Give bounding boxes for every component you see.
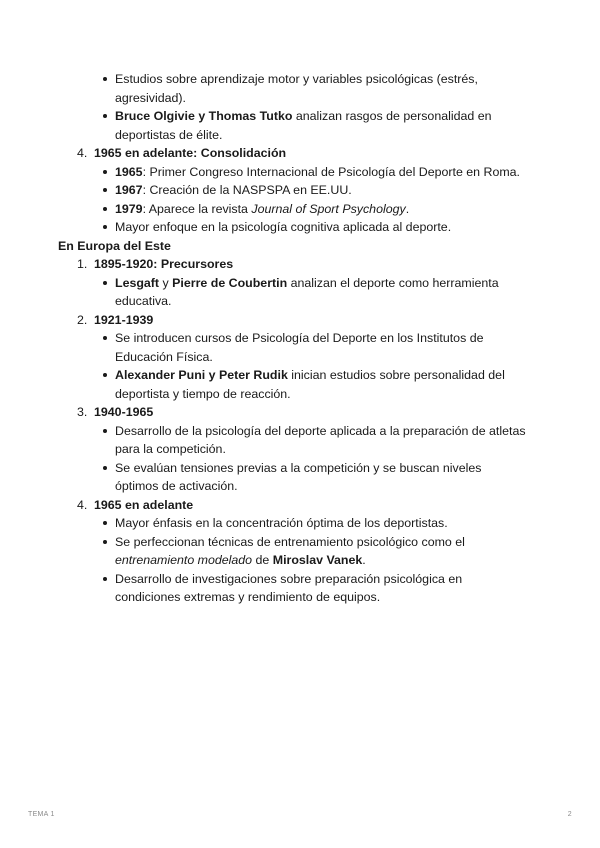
bullet-entrenamiento-modelado: [58, 533, 528, 570]
bullet-text: y: [159, 275, 173, 290]
bullet-1965: [58, 163, 528, 182]
bullet-text: inician estudios sobre personalidad del deportista y tiempo de reacción.: [115, 368, 505, 401]
numbered-heading-1921-1939: [58, 311, 528, 330]
bold-year: 1979: [115, 201, 143, 216]
bullet-text: Desarrollo de investigaciones sobre preparación psicológica en condiciones extremas y rendimiento de equipos.: [115, 571, 463, 604]
bullet-text: de: [252, 553, 273, 567]
bullet-cursos-psicologia: [58, 329, 528, 366]
bullet-text-end: .: [362, 553, 366, 567]
list-number: 3.: [77, 405, 88, 419]
list-number: 2.: [77, 312, 88, 327]
bullet-lesgaft-coubertin: [58, 274, 528, 311]
bold-name: Miroslav Vanek: [272, 553, 363, 567]
bullet-text: Mayor énfasis en la concentración óptima de los deportistas.: [115, 516, 448, 530]
heading-text: 1895-1920: Precursores: [94, 257, 234, 271]
bold-year: 1967: [115, 183, 143, 197]
bold-year: 1965: [115, 164, 143, 179]
numbered-heading-1940-1965: [58, 403, 528, 422]
bullet-text: : Creación de la NASPSPA en EE.UU.: [142, 183, 352, 197]
bullet-text: analizan rasgos de personalidad en deportistas de élite.: [115, 109, 492, 142]
section-heading-europa-este: En Europa del Este: [58, 238, 171, 253]
numbered-heading-1965-adelante: [58, 496, 528, 515]
bullet-text: Se introducen cursos de Psicología del Deporte en los Institutos de Educación Física.: [115, 331, 484, 364]
bold-name: Lesgaft: [115, 275, 160, 290]
bullet-olgivie-tutko: [58, 107, 528, 144]
footer-page-number: 2: [567, 811, 572, 818]
heading-text: 1965 en adelante: [94, 497, 194, 512]
bullet-concentracion: [58, 514, 528, 533]
heading-text: 1940-1965: [94, 405, 154, 419]
bullet-text: : Primer Congreso Internacional de Psicología del Deporte en Roma.: [142, 164, 521, 179]
footer-chapter-label: TEMA 1: [28, 811, 55, 818]
heading-text: 1965 en adelante: Consolidación: [94, 146, 287, 160]
bullet-text: Se evalúan tensiones previas a la competición y se buscan niveles óptimos de activación.: [115, 460, 482, 493]
bullet-1967: [58, 181, 528, 200]
heading-text: 1921-1939: [94, 312, 154, 327]
bullet-tensiones-previas: [58, 459, 528, 496]
bullet-text: : Aparece la revista: [142, 201, 252, 216]
bullet-text: Estudios sobre aprendizaje motor y variables psicológicas (estrés, agresividad).: [115, 72, 478, 105]
bullet-text-end: .: [405, 201, 410, 216]
bullet-1979: [58, 200, 528, 219]
bold-names: Bruce Olgivie y Thomas Tutko: [115, 109, 293, 123]
bullet-preparacion-atletas: [58, 422, 528, 459]
numbered-heading-consolidacion: [58, 144, 528, 163]
bullet-puni-rudik: [58, 366, 528, 403]
bullet-text-end: analizan el deporte como herramienta educativa.: [115, 275, 499, 308]
page-content: [58, 70, 528, 607]
bold-names: Alexander Puni y Peter Rudik: [115, 368, 288, 382]
bullet-text: Desarrollo de la psicología del deporte aplicada a la preparación de atletas para la competición.: [115, 423, 526, 456]
italic-journal: Journal of Sport Psychology: [251, 201, 406, 216]
numbered-heading-precursores: [58, 255, 528, 274]
bullet-aprendizaje-motor: [58, 70, 528, 107]
italic-term: entrenamiento modelado: [115, 553, 253, 567]
list-number: 4.: [77, 146, 88, 160]
bullet-condiciones-extremas: [58, 570, 528, 607]
bullet-text: Mayor enfoque en la psicología cognitiva aplicada al deporte.: [115, 220, 452, 234]
list-number: 1.: [77, 257, 88, 271]
bold-name: Pierre de Coubertin: [172, 275, 288, 290]
bullet-enfoque-cognitivo: [58, 218, 528, 237]
list-number: 4.: [77, 497, 88, 512]
bullet-text: Se perfeccionan técnicas de entrenamiento psicológico como el: [115, 534, 465, 549]
